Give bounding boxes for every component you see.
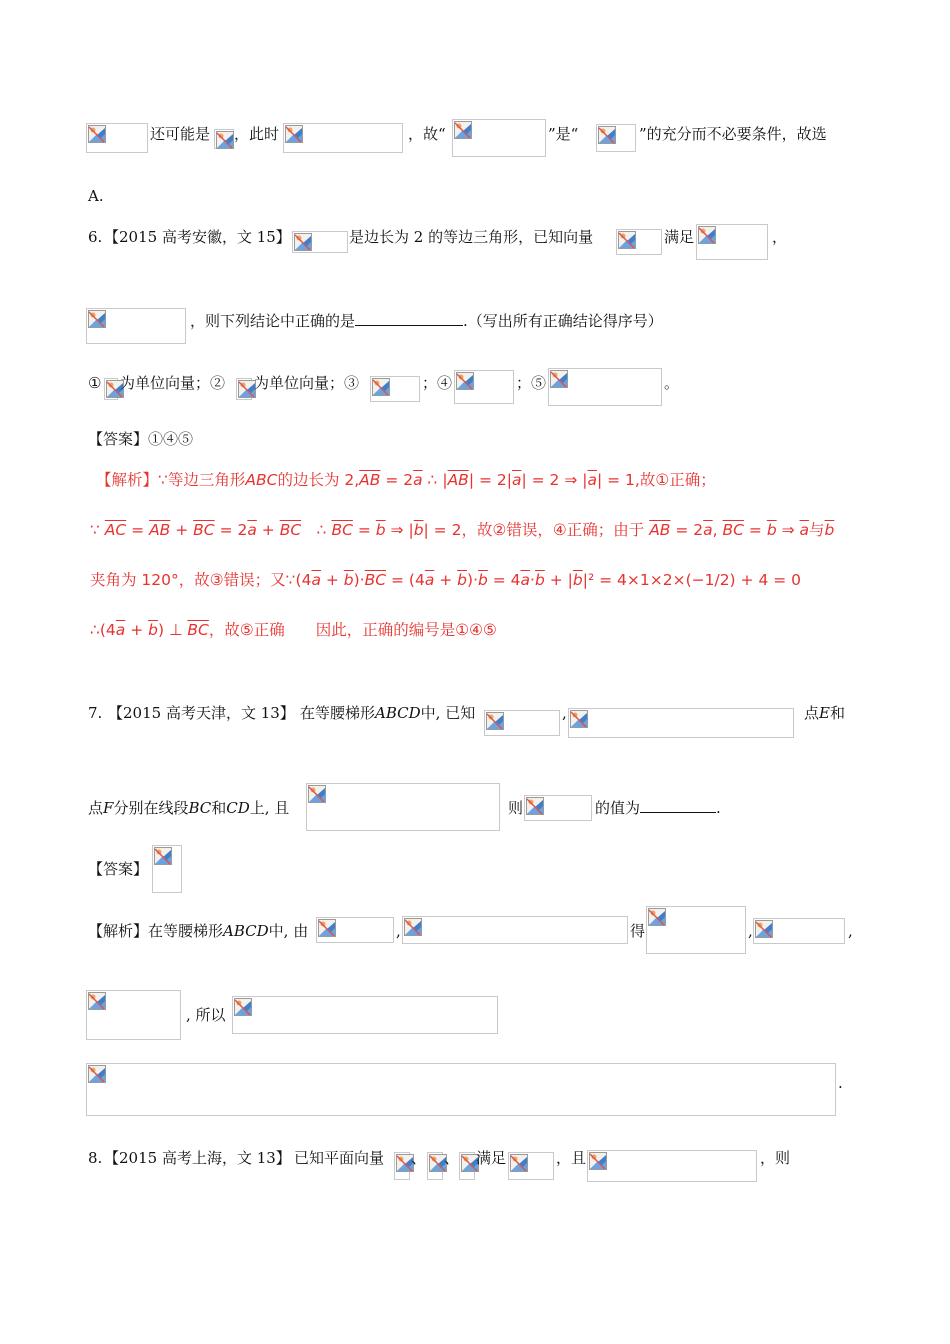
broken-image-icon bbox=[154, 847, 172, 865]
formula-image bbox=[696, 224, 768, 260]
broken-image-icon bbox=[308, 785, 326, 803]
text: 还可能是 bbox=[150, 125, 211, 143]
formula-image bbox=[587, 1150, 757, 1182]
formula-image bbox=[459, 1152, 475, 1180]
formula-image bbox=[524, 795, 592, 821]
formula-image bbox=[548, 368, 662, 406]
formula-image bbox=[86, 1063, 836, 1116]
text: , 所以 bbox=[186, 1006, 226, 1024]
broken-image-icon bbox=[648, 908, 666, 926]
formula-image bbox=[232, 996, 498, 1034]
broken-image-icon bbox=[456, 372, 474, 390]
formula-image bbox=[596, 124, 636, 152]
formula-image bbox=[236, 378, 252, 400]
text: ，且 bbox=[556, 1149, 587, 1167]
question-number: 8. bbox=[88, 1149, 103, 1167]
answer-blank bbox=[640, 798, 716, 813]
text: 【解析】在等腰梯形ABCD中, 由 bbox=[88, 922, 309, 940]
text: ，则 bbox=[760, 1149, 791, 1167]
formula-image bbox=[616, 229, 662, 255]
text: ”的充分而不必要条件，故选 bbox=[639, 125, 827, 143]
answer-blank bbox=[355, 311, 463, 326]
text: ① bbox=[88, 374, 102, 392]
formula-image bbox=[508, 1152, 554, 1180]
formula-image bbox=[753, 918, 845, 944]
formula-image bbox=[283, 123, 403, 153]
solution-line-4: $\therefore(4\overline{a} + \overline{b})$ ⊥ $\overline{BC}$，故⑤正确 因此，正确的编号是①④⑤ bbox=[90, 621, 497, 639]
formula-image bbox=[86, 308, 186, 344]
text: 。 bbox=[664, 374, 680, 392]
broken-image-icon bbox=[526, 797, 544, 815]
formula-image bbox=[370, 376, 420, 402]
formula-image bbox=[454, 370, 514, 404]
question-number: 6. bbox=[88, 228, 103, 246]
broken-image-icon bbox=[550, 370, 568, 388]
text: 、 bbox=[444, 1149, 460, 1167]
broken-image-icon bbox=[589, 1152, 607, 1170]
broken-image-icon bbox=[404, 918, 422, 936]
formula-image bbox=[152, 845, 182, 893]
answer: 【答案】①④⑤ bbox=[88, 430, 194, 448]
text: 在等腰梯形ABCD中, 已知 bbox=[300, 704, 476, 722]
formula-image bbox=[214, 129, 234, 149]
text: , bbox=[848, 922, 853, 940]
formula-image bbox=[86, 123, 148, 153]
broken-image-icon bbox=[372, 378, 390, 396]
text: 点F分别在线段BC和CD上, 且 bbox=[88, 799, 290, 817]
text: 为单位向量；③ bbox=[254, 374, 360, 392]
broken-image-icon bbox=[618, 231, 636, 249]
text: 、 bbox=[411, 1149, 427, 1167]
text: 已知平面向量 bbox=[294, 1149, 385, 1167]
question-source: 【2015 高考天津，文 13】 bbox=[108, 704, 295, 722]
formula-image bbox=[104, 378, 118, 400]
broken-image-icon bbox=[486, 712, 504, 730]
solution-line-2: ∵ $\overline{AC} = \overline{AB} + \overline{BC} = 2\overline{a} + \overline{BC}$ ∴ $\overline{BC} = \overline{b}$ ⇒ $|\overline{b}| = 2$，故②错误，④正确；由于 $\overline{AB} = 2\overline{a}$, $\overline{BC} = \overline{b}$ ⇒ $\overline{a}$与$\overline{b}$ bbox=[90, 521, 835, 539]
broken-image-icon bbox=[216, 131, 234, 149]
broken-image-icon bbox=[698, 226, 716, 244]
formula-image bbox=[316, 917, 394, 943]
broken-image-icon bbox=[88, 1065, 106, 1083]
text: ， bbox=[772, 228, 788, 246]
text: A. bbox=[88, 187, 104, 205]
text: , bbox=[396, 922, 401, 940]
text: , bbox=[562, 704, 567, 722]
formula-image bbox=[484, 710, 560, 736]
broken-image-icon bbox=[755, 920, 773, 938]
text: 的值为 . bbox=[595, 799, 721, 817]
formula-image bbox=[306, 783, 500, 831]
formula-image bbox=[427, 1152, 443, 1180]
text: 为单位向量；② bbox=[120, 374, 226, 392]
text: ，故“ bbox=[408, 125, 446, 143]
broken-image-icon bbox=[294, 233, 312, 251]
text: ，此时 bbox=[234, 125, 280, 143]
formula-image bbox=[646, 906, 746, 954]
broken-image-icon bbox=[88, 310, 106, 328]
formula-image bbox=[292, 231, 348, 253]
text: 满足 bbox=[476, 1149, 507, 1167]
text: ；⑤ bbox=[516, 374, 547, 392]
text: , bbox=[748, 922, 753, 940]
broken-image-icon bbox=[570, 710, 588, 728]
formula-image bbox=[394, 1152, 410, 1180]
text: 满足 bbox=[664, 228, 695, 246]
formula-image bbox=[452, 119, 546, 157]
solution-line-3: 夹角为 120°，故③错误；又$\because(4\overline{a} + \overline{b})\cdot\overline{BC} = (4\overline{a} + \overline{b})\cdot\overline{b} = 4\overline{a}\cdot\overline{b} + |\overline{b}|^2 = 4\times 1\times 2\times(-1/2) + 4 = 0$ bbox=[90, 571, 802, 589]
broken-image-icon bbox=[88, 992, 106, 1010]
formula-image bbox=[568, 708, 794, 738]
formula-image bbox=[86, 990, 181, 1040]
text: 得 bbox=[630, 922, 646, 940]
text: 则 bbox=[508, 799, 524, 817]
broken-image-icon bbox=[510, 1154, 528, 1172]
solution-line-1: 【解析】∵等边三角形ABC的边长为 $2,\overline{AB} = 2\overline{a}$ ∴ $|\overline{AB}| = 2|\overline{a}| = 2$ ⇒ $|\overline{a}| = 1$,故①正确； bbox=[96, 471, 716, 489]
text: . bbox=[838, 1074, 843, 1092]
text: 点E和 bbox=[804, 704, 845, 722]
text: ；④ bbox=[422, 374, 453, 392]
text: ，则下列结论中正确的是 .（写出所有正确结论得序号） bbox=[190, 312, 663, 330]
question-source: 【2015 高考上海，文 13】 bbox=[104, 1149, 291, 1167]
text: 是边长为 2 的等边三角形，已知向量 bbox=[349, 228, 594, 246]
text: ”是“ bbox=[548, 125, 579, 143]
broken-image-icon bbox=[88, 125, 106, 143]
question-number: 7. bbox=[88, 704, 103, 722]
question-source: 【2015 高考安徽，文 15】 bbox=[104, 228, 291, 246]
broken-image-icon bbox=[318, 919, 336, 937]
broken-image-icon bbox=[598, 126, 616, 144]
formula-image bbox=[402, 916, 628, 944]
broken-image-icon bbox=[285, 125, 303, 143]
answer-label: 【答案】 bbox=[88, 860, 149, 878]
broken-image-icon bbox=[454, 121, 472, 139]
broken-image-icon bbox=[234, 998, 252, 1016]
